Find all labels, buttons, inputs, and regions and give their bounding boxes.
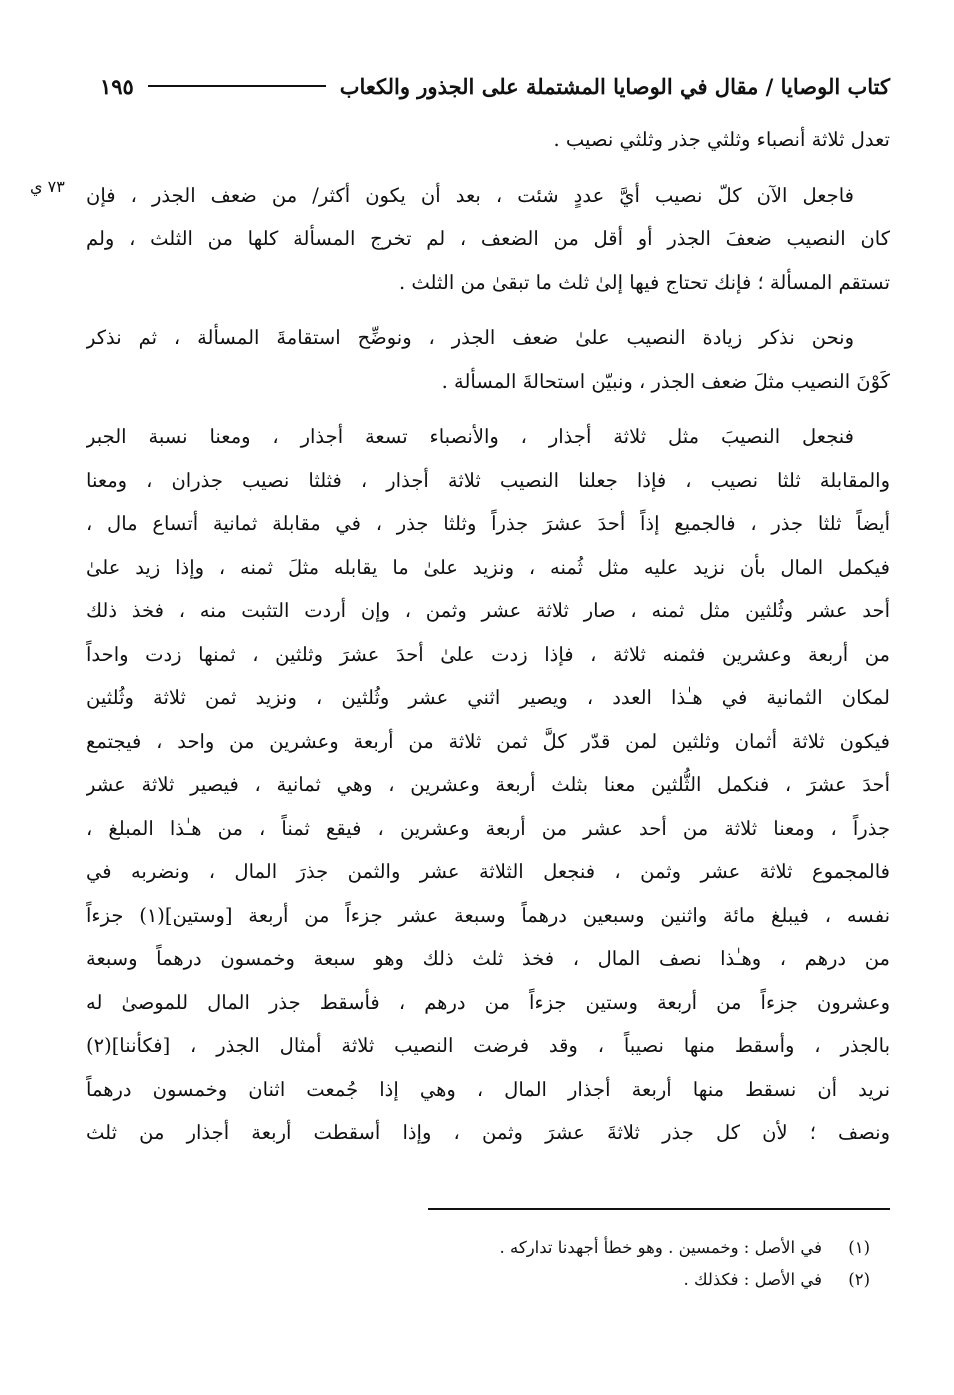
footnote xyxy=(300,1232,870,1264)
header-title: كتاب الوصايا / مقال في الوصايا المشتملة على الجذور والكعاب xyxy=(339,73,890,99)
text-line: ونحن نذكر زيادة النصيب علىٰ ضعف الجذر ، ونوضِّح استقامةَ المسألة ، ثم نذكر xyxy=(86,326,854,349)
footnote-text: في الأصل : فكذلك . xyxy=(683,1270,822,1289)
footnote-divider xyxy=(428,1208,890,1210)
footnote xyxy=(300,1264,870,1296)
header-rule xyxy=(148,85,326,87)
text-line: فاجعل الآن كلّ نصيب أيَّ عددٍ شئت ، بعد أن يكون أكثر/ من ضعف الجذر ، فإن xyxy=(86,183,854,207)
page-number: ١٩٥ xyxy=(100,73,134,99)
footnote-marker: (١) xyxy=(848,1238,870,1257)
text-line: من درهم ، وهـٰذا نصف المال ، فخذ ثلث ذلك وهو سبعة وخمسون درهماً وسبعة xyxy=(86,947,890,970)
text-line: أحدَ عشرَ ، فنكمل الثُّلثين معنا بثلث أربعة وعشرين ، وهي ثمانية ، فيصير ثلاثة عشر xyxy=(86,773,890,796)
text-line: تعدل ثلاثة أنصباء وثلثي جذر وثلثي نصيب . xyxy=(553,128,890,151)
text-line: جذراً ، ومعنا ثلاثة من أحد عشر من أربعة وعشرين ، فيقع ثمناً ، من هـٰذا المبلغ ، xyxy=(86,816,890,840)
footnote-text: في الأصل : وخمسين . وهو خطأ أجهدنا تداركه . xyxy=(499,1238,822,1257)
text-line: كَوْنَ النصيب مثلَ ضعف الجذر ، ونبيّن استحالةَ المسألة . xyxy=(441,369,890,393)
text-line: فنجعل النصيبَ مثل ثلاثة أجذار ، والأنصباء تسعة أجذار ، ومعنا نسبة الجبر xyxy=(86,425,854,448)
running-header xyxy=(100,66,890,106)
text-line: وعشرون جزءاً من أربعة وستين جزءاً من درهم ، فأسقط جذر المال للموصىٰ له xyxy=(86,990,890,1014)
text-line: تستقم المسألة ؛ فإنك تحتاج فيها إلىٰ ثلث ما تبقىٰ من الثلث . xyxy=(399,270,890,294)
text-line: أحد عشر وثُلثين مثل ثمنه ، صار ثلاثة عشر وثمن ، وإن أردت التثبت منه ، فخذ ذلك xyxy=(86,599,890,622)
footnote-marker: (٢) xyxy=(848,1270,870,1289)
text-line: أيضاً ثلثا جذر ، فالجميع إذاً أحدَ عشرَ جذراً وثلثا جذر ، في مقابلة ثمانية أتساع مال ، xyxy=(86,512,890,535)
text-line: ونصف ؛ لأن كل جذر ثلاثةَ عشرَ وثمن ، وإذا أسقطت أربعة أجذار من ثلث xyxy=(86,1121,890,1144)
text-line: لمكان الثمانية في هـٰذا العدد ، ويصير اثني عشر وثُلثين ، ونزيد ثمن ثلاثة وثُلثين xyxy=(86,686,890,709)
text-line: نفسه ، فيبلغ مائة واثنين وسبعين درهماً وسبعة عشر جزءاً من أربعة [وستين](١) جزءاً xyxy=(86,903,890,927)
text-line: فيكمل المال بأن نزيد عليه مثل ثُمنه ، ونزيد علىٰ ما يقابله مثلَ ثمنه ، وإذا زيد علىٰ xyxy=(86,555,890,579)
footnotes xyxy=(300,1232,870,1296)
text-line: والمقابلة ثلثا نصيب ، فإذا جعلنا النصيب ثلاثة أجذار ، فثلثا نصيب جذران ، ومعنا xyxy=(86,468,890,492)
body-text xyxy=(86,118,890,1155)
text-line: فالمجموع ثلاثة عشر وثمن ، فنجعل الثلاثة عشر والثمن جذرَ المال ، ونضربه في xyxy=(86,860,890,883)
text-line: نريد أن نسقط منها أربعة أجذار المال ، وهي إذا جُمعت اثنان وخمسون درهماً xyxy=(86,1077,890,1101)
margin-reference: ٧٣ ي xyxy=(30,177,65,196)
text-line: من أربعة وعشرين فثمنه ثلاثة ، فإذا زدت علىٰ أحدَ عشرَ وثلثين ، ثمنها زدت واحداً xyxy=(86,642,890,666)
text-line: بالجذر ، وأسقط منها نصيباً ، وقد فرضت النصيب ثلاثة أمثال الجذر ، [فكأننا](٢) xyxy=(86,1034,890,1057)
text-line: كان النصيب ضعفَ الجذر أو أقل من الضعف ، لم تخرج المسألة كلها من الثلث ، ولم xyxy=(86,227,890,250)
text-line: فيكون ثلاثة أثمان وثلثين لمن قدّر كلَّ ثمن ثلاثة من أربعة وعشرين من واحد ، فيجتمع xyxy=(86,729,890,753)
